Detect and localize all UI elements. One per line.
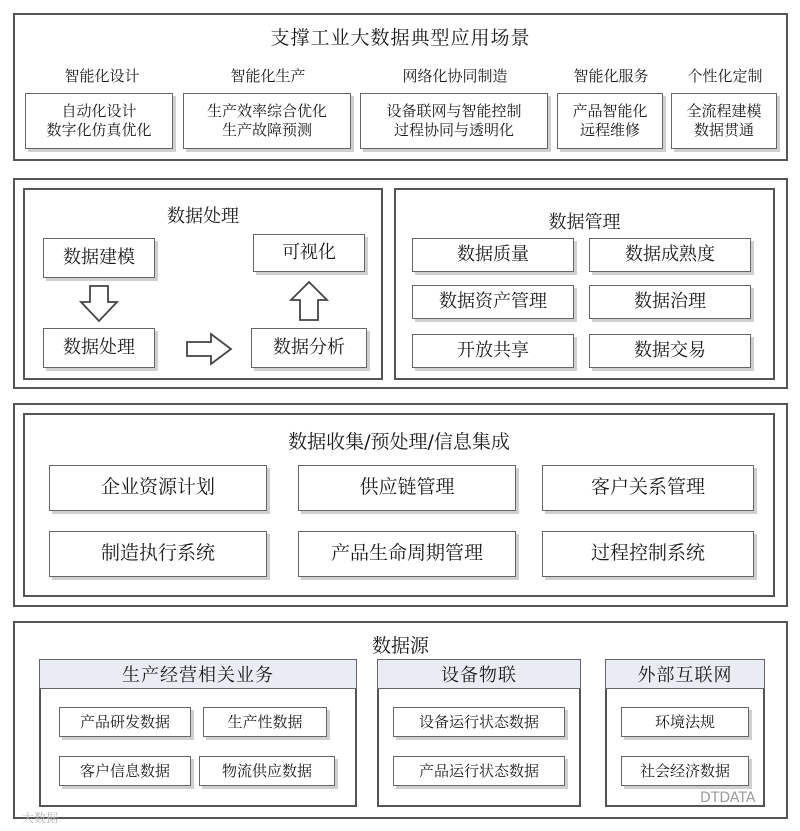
source-item-regulations: 环境法规 (621, 707, 749, 737)
scenario-box-service: 产品智能化 远程维修 (557, 93, 663, 149)
source-group-iot (377, 659, 581, 807)
scenario-box-customization: 全流程建模 数据贯通 (671, 93, 777, 149)
source-item-device-status: 设备运行状态数据 (393, 707, 565, 737)
source-item-socioeconomic: 社会经济数据 (621, 756, 749, 786)
collection-item-erp: 企业资源计划 (49, 465, 267, 511)
collection-item-mes: 制造执行系统 (49, 531, 267, 577)
source-group-business-header: 生产经营相关业务 (39, 659, 357, 689)
data-processing-box: 数据处理 (43, 328, 155, 368)
scenario-box-production: 生产效率综合优化 生产故障预测 (183, 93, 351, 149)
scenario-label-service: 智能化服务 (573, 67, 649, 85)
source-group-internet (605, 659, 765, 807)
source-item-product-status: 产品运行状态数据 (393, 756, 565, 786)
data-processing-title: 数据处理 (167, 206, 239, 227)
management-item-asset: 数据资产管理 (412, 285, 574, 319)
data-collection-title: 数据收集/预处理/信息集成 (288, 431, 510, 453)
collection-item-crm: 客户关系管理 (542, 465, 754, 511)
management-item-quality: 数据质量 (412, 238, 574, 272)
processing-management-layer (13, 178, 788, 389)
scenario-label-production: 智能化生产 (230, 67, 306, 85)
source-item-customer-data: 客户信息数据 (59, 756, 191, 786)
data-collection-panel (23, 413, 775, 597)
source-item-rd-data: 产品研发数据 (59, 707, 191, 737)
scenario-box-design: 自动化设计 数字化仿真优化 (25, 93, 173, 149)
data-management-title: 数据管理 (548, 212, 621, 233)
scenario-box-collaboration: 设备联网与智能控制 过程协同与透明化 (360, 93, 548, 149)
scenario-label-collaboration: 网络化协同制造 (402, 67, 508, 85)
data-management-panel (394, 188, 775, 380)
data-analysis-box: 数据分析 (251, 328, 367, 368)
data-processing-panel (23, 188, 383, 380)
management-item-sharing: 开放共享 (412, 334, 574, 368)
management-item-trading: 数据交易 (589, 334, 751, 368)
data-sources-title: 数据源 (371, 635, 429, 657)
arrow-right-icon (185, 332, 233, 366)
source-item-logistics-data: 物流供应数据 (199, 756, 335, 786)
management-item-governance: 数据治理 (589, 285, 751, 319)
arrow-up-icon (289, 280, 329, 322)
source-group-internet-header: 外部互联网 (605, 659, 765, 689)
scenario-label-design: 智能化设计 (64, 67, 140, 85)
arrow-down-icon (79, 284, 119, 324)
management-item-maturity: 数据成熟度 (589, 238, 751, 272)
watermark-right: DTDATA (700, 790, 756, 806)
source-item-production-data: 生产性数据 (203, 707, 327, 737)
watermark-left: 大数据 (22, 811, 59, 825)
data-modeling-box: 数据建模 (43, 238, 155, 278)
data-collection-layer (13, 403, 788, 607)
source-group-business (39, 659, 357, 807)
application-scenarios-title: 支撑工业大数据典型应用场景 (270, 27, 531, 49)
source-group-iot-header: 设备物联 (377, 659, 581, 689)
application-scenarios-layer (13, 13, 788, 161)
data-sources-layer (13, 621, 788, 819)
collection-item-pcs: 过程控制系统 (542, 531, 754, 577)
collection-item-plm: 产品生命周期管理 (298, 531, 516, 577)
collection-item-scm: 供应链管理 (298, 465, 516, 511)
visualization-box: 可视化 (253, 234, 365, 272)
scenario-label-customization: 个性化定制 (687, 67, 763, 85)
